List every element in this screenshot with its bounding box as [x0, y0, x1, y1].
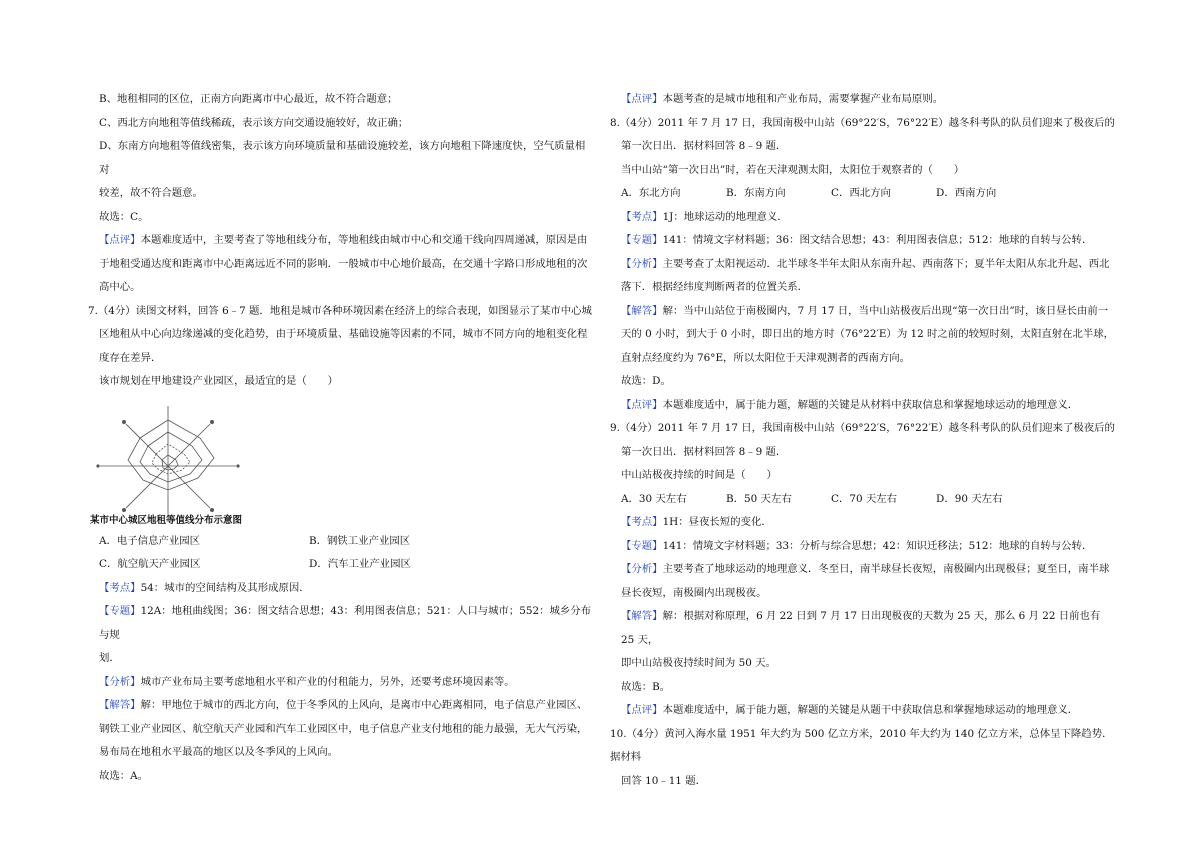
q8-zhuanti: [610, 229, 1115, 253]
question-8-stem-2: 第一次日出．据材料回答 8﹣9 题．: [621, 140, 787, 152]
question-7-stem-2: 区地租从中心向边缘递减的变化趋势，由于环境质量、基础设施等因素的不同，城市不同方向的地租变化程: [99, 328, 588, 340]
q9-kaodian-text: 1H：昼夜长短的变化．: [662, 516, 772, 528]
point-ne: [210, 420, 214, 424]
fenxi-text: 城市产业布局主要考虑地租水平和产业的付租能力，另外，还要考虑环境因素等。: [140, 675, 515, 688]
kaodian-text: 54：城市的空间结构及其形成原因．: [140, 581, 310, 594]
question-9-stem: 9.（4分）2011 年 7 月 17 日，我国南极中山站（69°22′S，76°22′E）越冬科考队的队员们迎来了极夜后的: [610, 422, 1115, 434]
option-c-analysis: C、西北方向地租等值线稀疏，表示该方向交通设施较好，故正确；: [99, 116, 409, 129]
question-9-prompt: 中山站极夜持续的时间是（ ）: [621, 469, 777, 481]
q8-jieda-text: 解：当中山站位于南极圈内，7 月 17 日，当中山站极夜后出现“第一次日出”时，该日昼长由前一: [662, 304, 1109, 317]
q8-jieda-3: 直射点经度约为 76°E，所以太阳位于天津观测者的西南方向。: [621, 351, 911, 364]
q8-review-tag: 【点评】: [621, 398, 663, 411]
q9-option-d: D．90 天左右: [936, 492, 1003, 505]
q7-options-row-2: [88, 553, 593, 577]
kaodian-tag: 【考点】: [99, 581, 141, 594]
q7-answer: 故选：A。: [99, 769, 149, 782]
q7-zhuanti: [88, 600, 593, 647]
q8-review: [610, 394, 1115, 418]
question-8-prompt: 当中山站“第一次日出”时，若在天津观测太阳，太阳位于观察者的（ ）: [621, 163, 965, 176]
point-se: [210, 508, 214, 512]
review-text: 本题难度适中，主要考查了等地租线分布，等地租线由城市中心和交通干线向四周递减，原因是由: [140, 234, 588, 246]
q7-jieda-3: 易布局在地租水平最高的地区以及冬季风的上风向。: [99, 746, 338, 758]
option-b-analysis: B、地租相同的区位，正南方向距离市中心最近，故不符合题意；: [99, 93, 398, 105]
q9-kaodian: [610, 511, 1115, 535]
rent-contour-diagram: [88, 398, 288, 516]
q8-fenxi-tag: 【分析】: [621, 257, 663, 270]
q9-jieda-2: 即中山站极夜持续时间为 50 天。: [621, 657, 776, 669]
question-7-stem: 7.（4分）读图文材料，回答 6﹣7 题．地租是城市各种环境因素在经济上的综合表现，如图显示了某市中心城: [88, 304, 592, 317]
q8-fenxi-2: 落下．根据经纬度判断两者的位置关系．: [621, 281, 809, 293]
top-review-tag: 【点评】: [621, 93, 663, 105]
q9-zhuanti-tag: 【专题】: [621, 539, 663, 552]
q9-jieda-tag: 【解答】: [621, 610, 663, 622]
review-tag: 【点评】: [99, 234, 141, 246]
figure-caption: 某市中心城区地租等值线分布示意图: [90, 514, 243, 526]
q8-options: [610, 182, 1115, 206]
question-8-stem: 8.（4分）2011 年 7 月 17 日，我国南极中山站（69°22′S，76°22′E）越冬科考队的队员们迎来了极夜后的: [610, 116, 1115, 129]
q8-option-b: B．东南方向: [726, 187, 786, 199]
q9-fenxi-2: 昼长夜短，南极圈内出现极夜。: [621, 586, 767, 599]
q8-option-c: C．西北方向: [831, 187, 891, 199]
q8-fenxi-text: 主要考查了太阳视运动．北半球冬半年太阳从东南升起、西南落下；夏半年太阳从东北升起、西北: [662, 257, 1110, 270]
q8-review-text: 本题难度适中，属于能力题，解题的关键是从材料中获取信息和掌握地球运动的地理意义．: [662, 398, 1079, 411]
rent-contour-figure: [88, 398, 288, 528]
question-9-stem-2: 第一次日出．据材料回答 8﹣9 题．: [621, 445, 787, 458]
q9-zhuanti: [610, 535, 1115, 559]
q9-option-a: A．30 天左右: [621, 492, 687, 505]
q9-review: [610, 699, 1115, 723]
q7-fenxi: [88, 671, 593, 695]
zhuanti-tag: 【专题】: [99, 605, 141, 617]
option-d-analysis: D、东南方向地租等值线密集，表示该方向环境质量和基础设施较差，该方向地租下降速度快，空气质量相对: [99, 140, 586, 176]
q9-option-c: C．70 天左右: [831, 492, 898, 505]
q7-kaodian: [88, 577, 593, 601]
q9-zhuanti-text: 141：情境文字材料题；33：分析与综合思想；42：知识迁移法；512：地球的自转与公转．: [662, 539, 1093, 552]
q9-fenxi: [610, 558, 1115, 582]
q7-jieda-2: 钢铁工业产业园区、航空航天产业园和汽车工业园区中，电子信息产业支付地租的能力最强，无大气污染，: [99, 722, 588, 735]
q9-option-b: B．50 天左右: [726, 492, 792, 505]
q9-review-text: 本题难度适中，属于能力题，解题的关键是从题干中获取信息和掌握地球运动的地理意义．: [662, 704, 1079, 716]
q8-jieda-tag: 【解答】: [621, 304, 663, 317]
q8-zhuanti-text: 141：情境文字材料题；36：图文结合思想；43：利用图表信息；512：地球的自转与公转．: [662, 234, 1093, 246]
answer-line: 故选：C。: [99, 210, 149, 223]
point-jia: [122, 420, 126, 424]
q7-options-row-1: [88, 530, 593, 554]
review-text-3: 高中心。: [99, 281, 141, 293]
question-10-stem: 10.（4分）黄河入海水量 1951 年大约为 500 亿立方米，2010 年大约为 140 亿立方米，总体呈下降趋势．据材料: [610, 727, 1113, 763]
q9-jieda: [610, 605, 1115, 652]
q8-answer: 故选：D。: [621, 375, 671, 387]
q9-fenxi-text: 主要考查了地球运动的地理意义．冬至日，南半球昼长夜短，南极圈内出现极昼；夏至日，南半球: [662, 563, 1110, 575]
top-review: [610, 88, 1115, 112]
q9-options: [610, 488, 1115, 512]
q7-option-c: C．航空航天产业园区: [99, 558, 201, 570]
point-e: [236, 464, 239, 467]
q8-option-d: D．西南方向: [936, 187, 997, 199]
q7-zhuanti-cont: 划．: [99, 652, 120, 664]
point-sw: [122, 508, 126, 512]
q9-kaodian-tag: 【考点】: [621, 516, 663, 528]
q8-fenxi: [610, 253, 1115, 277]
q7-option-b: B．钢铁工业产业园区: [309, 534, 411, 547]
q8-jieda-2: 天的 0 小时，到大于 0 小时，即日出的地方时（76°22′E）为 12 时之前的较短时刻，太阳直射在北半球，: [621, 328, 1115, 340]
top-review-text: 本题考查的是城市地租和产业布局，需要掌握产业布局原则。: [662, 93, 944, 105]
jieda-text: 解：甲地位于城市的西北方向，位于冬季风的上风向，是离市中心距离相同，电子信息产业园区、: [140, 699, 588, 711]
contour-outer: [128, 420, 214, 490]
q7-option-d: D．汽车工业产业园区: [309, 558, 411, 570]
fenxi-tag: 【分析】: [99, 675, 141, 688]
question-10-stem-2: 回答 10﹣11 题．: [621, 774, 707, 787]
question-7-prompt: 该市规划在甲地建设产业园区，最适宜的是（ ）: [99, 375, 338, 387]
option-d-analysis-cont: 较差，故不符合题意。: [99, 187, 203, 199]
q8-kaodian-text: 1J：地球运动的地理意义．: [662, 210, 788, 223]
q8-kaodian: [610, 206, 1115, 230]
q7-option-a: A．电子信息产业园区: [99, 534, 201, 547]
q8-kaodian-tag: 【考点】: [621, 210, 663, 223]
q9-jieda-text: 解：根据对称原理，6 月 22 日到 7 月 17 日出现极夜的天数为 25 天，那么 6 月 22 日前也有 25 天，: [621, 610, 1101, 646]
q8-option-a: A．东北方向: [621, 187, 681, 199]
left-column: [88, 88, 593, 788]
zhuanti-text: 12A：地租曲线图；36：图文结合思想；43：利用图表信息；521：人口与城市；552：城乡分布与规: [99, 605, 592, 641]
jieda-tag: 【解答】: [99, 699, 141, 711]
q7-jieda: [88, 694, 593, 718]
q9-answer: 故选：B。: [621, 680, 671, 693]
q9-review-tag: 【点评】: [621, 704, 663, 716]
point-w: [96, 464, 99, 467]
review-text-2: 于地租受通达度和距离市中心距离远近不同的影响．一般城市中心地价最高，在交通十字路口形成地租的次: [99, 257, 588, 270]
q8-zhuanti-tag: 【专题】: [621, 234, 663, 246]
q8-jieda: [610, 300, 1115, 324]
right-column: [610, 88, 1115, 793]
q9-fenxi-tag: 【分析】: [621, 563, 663, 575]
review-line: [88, 229, 593, 253]
question-7-stem-3: 度存在差异．: [99, 351, 162, 364]
